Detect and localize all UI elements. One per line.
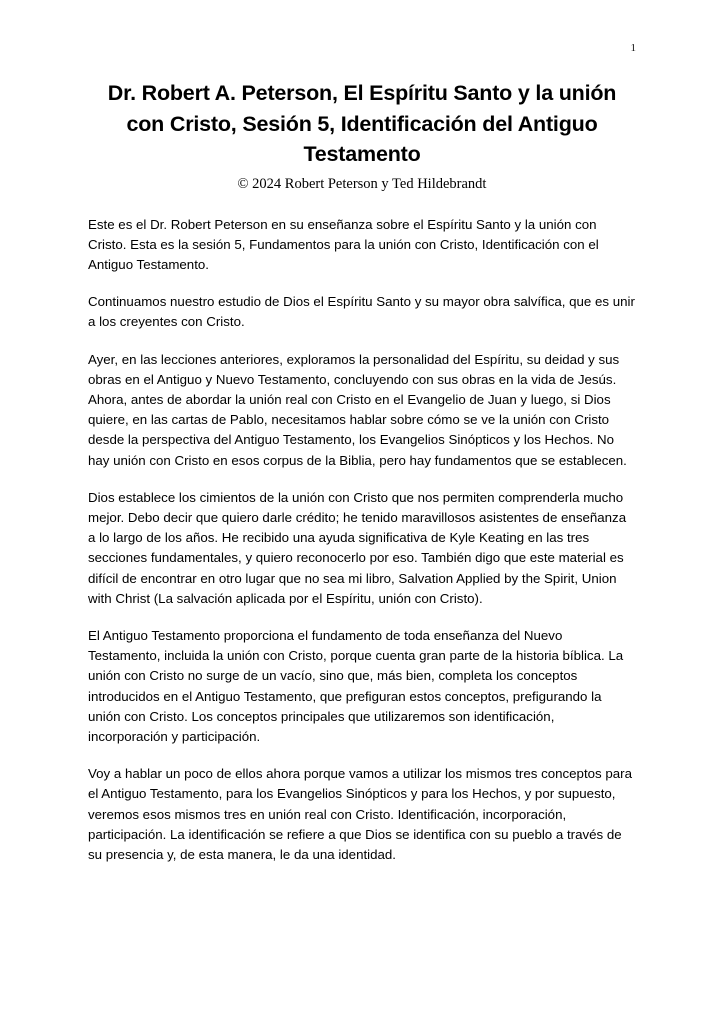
copyright-line: © 2024 Robert Peterson y Ted Hildebrandt — [237, 175, 487, 192]
paragraph: Este es el Dr. Robert Peterson en su enseñanza sobre el Espíritu Santo y la unión con Cristo. Esta es la sesión 5, Fundamentos para la unión con Cristo, Identificación con el Antiguo Testamento. — [88, 216, 599, 272]
page-number: 1 — [630, 42, 636, 54]
paragraph: Ayer, en las lecciones anteriores, exploramos la personalidad del Espíritu, su deidad y sus obras en el Antiguo y Nuevo Testamento, concluyendo con sus obras en la vida de Jesús. Ahora, antes de abordar la unión real con Cristo en el Evangelio de Juan y luego, si Dios quiere, en las cartas de Pablo, necesitamos hablar sobre cómo se ve la unión con Cristo desde la perspectiva del Antiguo Testamento, los Evangelios Sinópticos y los Hechos. No hay unión con Cristo en esos corpus de la Biblia, pero hay fundamentos que se establecen. — [88, 351, 627, 468]
paragraph: Dios establece los cimientos de la unión con Cristo que nos permiten comprenderla mucho mejor. Debo decir que quiero darle crédito; he tenido maravillosos asistentes de enseñanza a lo largo de los años. He recibido una ayuda significativa de Kyle Keating en las tres secciones fundamentales, y quiero reconocerlo por eso. También digo que este material es difícil de encontrar en otro lugar que no sea mi libro, Salvation Applied by the Spirit, Union with Christ (La salvación aplicada por el Espíritu, unión con Cristo). — [88, 489, 627, 606]
paragraph: El Antiguo Testamento proporciona el fundamento de toda enseñanza del Nuevo Testamento, incluida la unión con Cristo, porque cuenta gran parte de la historia bíblica. La unión con Cristo no surge de un vacío, sino que, más bien, completa los conceptos introducidos en el Antiguo Testamento, que prefiguran estos conceptos, prefigurando la unión con Cristo. Los conceptos principales que utilizaremos son identificación, incorporación y participación. — [88, 628, 624, 745]
paragraph: Voy a hablar un poco de ellos ahora porque vamos a utilizar los mismos tres conceptos para el Antiguo Testamento, para los Evangelios Sinópticos y para los Hechos, y por supuesto, veremos esos mismos tres en unión real con Cristo. Identificación, incorporación, participación. La identificación se refiere a que Dios se identifica con su pueblo a través de su presencia y, de esta manera, le da una identidad. — [88, 766, 632, 863]
document-body — [88, 215, 636, 866]
paragraph: Continuamos nuestro estudio de Dios el Espíritu Santo y su mayor obra salvífica, que es unir a los creyentes con Cristo. — [88, 294, 635, 330]
page-title: Dr. Robert A. Peterson, El Espíritu Santo y la unión con Cristo, Sesión 5, Identificación del Antiguo Testamento — [107, 81, 617, 167]
